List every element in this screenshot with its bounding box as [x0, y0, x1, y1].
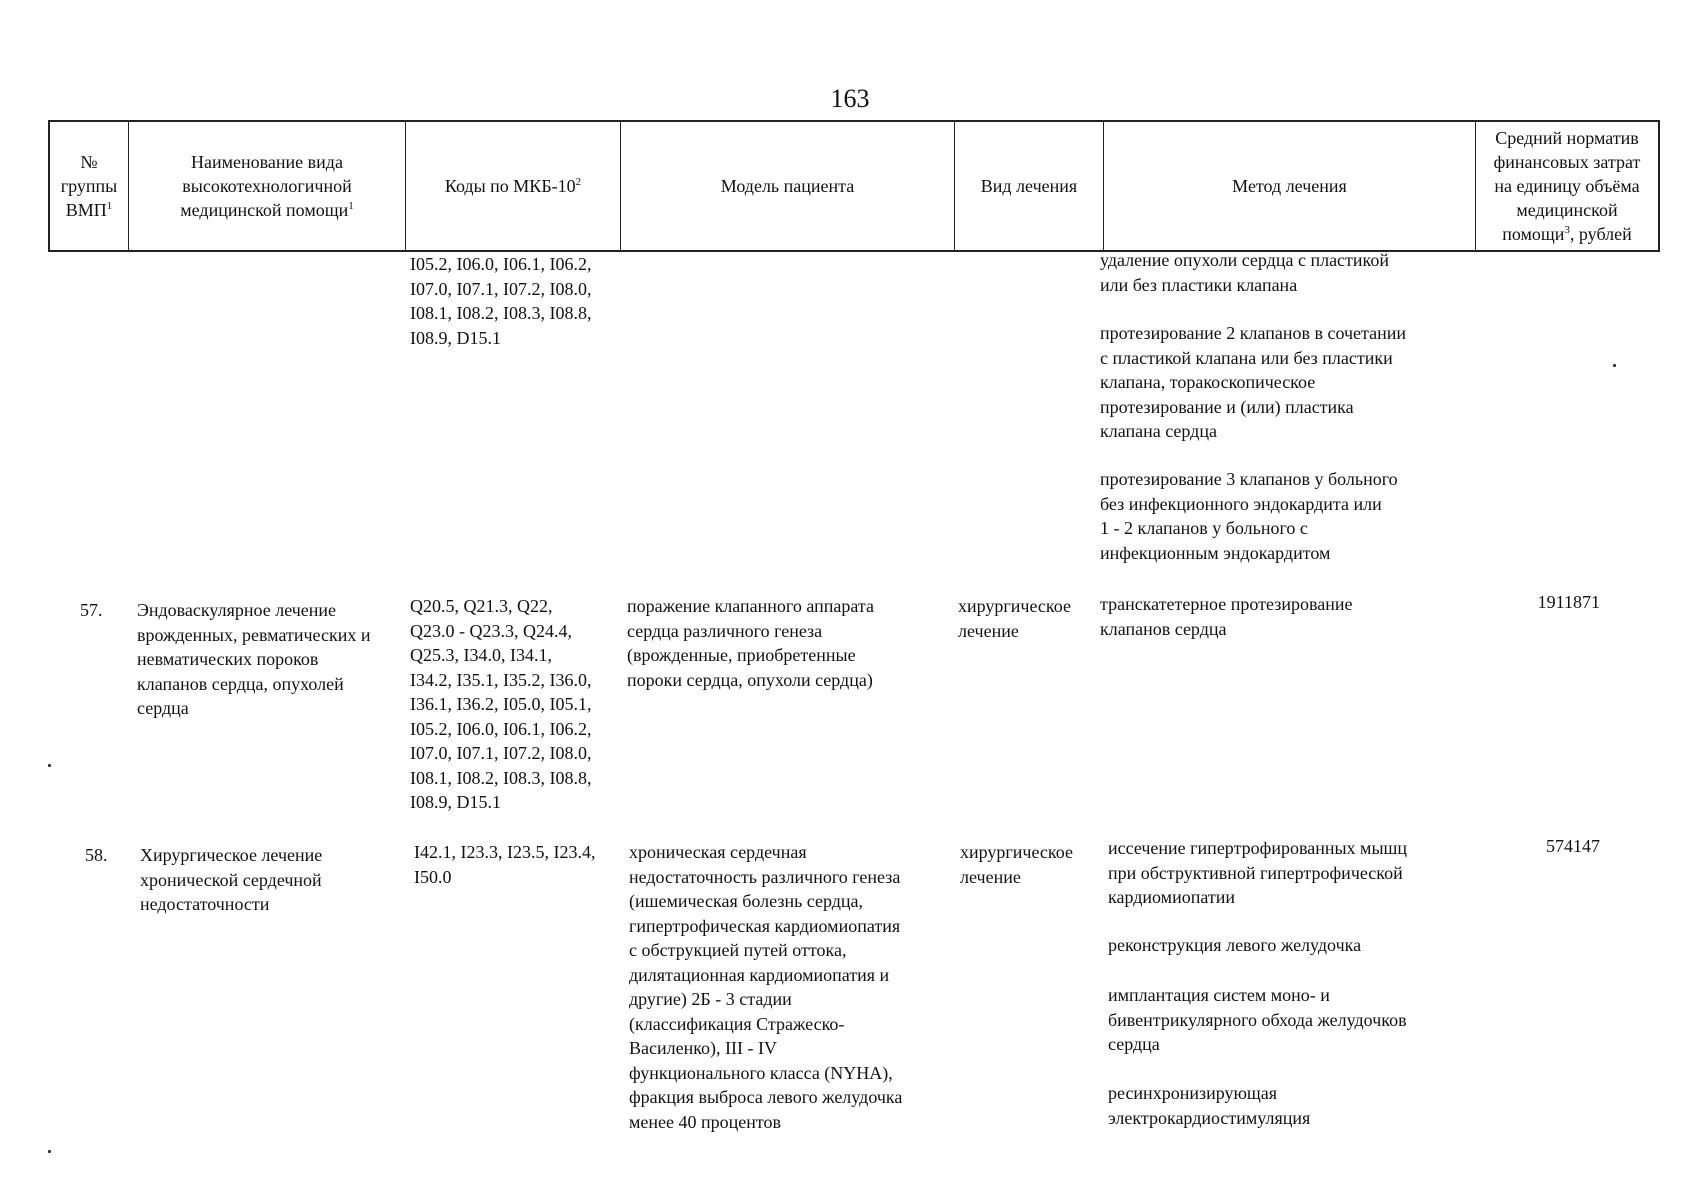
- header-icd-codes: [406, 122, 621, 250]
- row-58-method-3: имплантация систем моно- и бивентрикулярного обхода желудочков сердца: [1108, 985, 1407, 1054]
- row-58-patient-model: хроническая сердечная недостаточность различного генеза (ишемическая болезнь сердца, гипертрофическая кардиомиопатия с обструкцией путей оттока, дилятационная кардиомиопатия и другие) 2Б - 3 стадии (классификация Стражеско- Василенко), III - IV функционального класса (NYHA), фракция выброса левого желудочка менее 40 процентов: [629, 842, 903, 1132]
- footnote-mark: 1: [348, 200, 354, 212]
- table-header: [48, 120, 1660, 252]
- footnote-mark: 1: [106, 200, 113, 212]
- header-care-name: [129, 122, 406, 250]
- header-group-number-text: № группы ВМП: [60, 152, 118, 220]
- continuation-method-3: протезирование 3 клапанов у больного без инфекционного эндокардита или 1 - 2 клапанов у больного с инфекционным эндокардитом: [1100, 469, 1398, 563]
- row-57-care-name: Эндоваскулярное лечение врожденных, ревматических и невматических пороков клапанов сердца, опухолей сердца: [137, 600, 371, 718]
- row-58-method-4: ресинхронизирующая электрокардиостимуляция: [1108, 1083, 1311, 1128]
- header-group-number: [50, 122, 129, 250]
- row-57-patient-model: поражение клапанного аппарата сердца различного генеза (врожденные, приобретенные пороки сердца, опухоли сердца): [627, 596, 874, 690]
- header-patient-model: Модель пациента: [621, 122, 955, 250]
- row-58-icd-codes: I42.1, I23.3, I23.5, I23.4, I50.0: [414, 842, 596, 887]
- row-57-treatment-type: хирургическое лечение: [958, 596, 1071, 641]
- header-treatment-type: Вид лечения: [955, 122, 1104, 250]
- footnote-mark: 2: [575, 176, 582, 188]
- continuation-icd-codes: I05.2, I06.0, I06.1, I06.2, I07.0, I07.1, I07.2, I08.0, I08.1, I08.2, I08.3, I08.8, I08.9, D15.1: [410, 254, 592, 348]
- header-treatment-method: Метод лечения: [1104, 122, 1476, 250]
- footnote-mark: 3: [1564, 224, 1570, 236]
- scan-speck: [48, 764, 51, 767]
- row-58-cost: 574147: [1546, 836, 1600, 856]
- row-58-number: 58.: [85, 845, 108, 865]
- row-57-cost: 1911871: [1537, 592, 1600, 612]
- header-icd-codes-text: Коды по МКБ-10: [444, 176, 576, 196]
- continuation-method-2: протезирование 2 клапанов в сочетании с пластикой клапана или без пластики клапана, торакоскопическое протезирование и (или) пластика клапана сердца: [1100, 323, 1406, 441]
- row-57-number: 57.: [80, 600, 103, 620]
- header-cost-norm-text: Средний норматив финансовых затрат на единицу объёма медицинской помощи: [1493, 128, 1641, 244]
- scan-speck: [1613, 364, 1616, 367]
- continuation-method-1: удаление опухоли сердца с пластикой или без пластики клапана: [1100, 250, 1390, 295]
- header-care-name-text: Наименование вида высокотехнологичной медицинской помощи: [180, 152, 352, 220]
- row-57-method-1: транскатетерное протезирование клапанов сердца: [1100, 594, 1353, 639]
- scan-speck: [48, 1150, 51, 1153]
- page-number: 163: [830, 84, 870, 113]
- row-58-care-name: Хирургическое лечение хронической сердечной недостаточности: [140, 845, 323, 914]
- row-58-method-2: реконструкция левого желудочка: [1108, 935, 1362, 955]
- header-cost-norm: [1476, 122, 1658, 250]
- row-58-method-1: иссечение гипертрофированных мышц при обструктивной гипертрофической кардиомиопатии: [1108, 838, 1408, 907]
- header-cost-unit: , рублей: [1569, 224, 1632, 244]
- row-57-icd-codes: Q20.5, Q21.3, Q22, Q23.0 - Q23.3, Q24.4, Q25.3, I34.0, I34.1, I34.2, I35.1, I35.2, I36.0, I36.1, I36.2, I05.0, I05.1, I05.2, I06.0, I06.1, I06.2, I07.0, I07.1, I07.2, I08.0, I08.1, I08.2, I08.3, I08.8, I08.9, D15.1: [410, 596, 592, 812]
- row-58-treatment-type: хирургическое лечение: [960, 842, 1073, 887]
